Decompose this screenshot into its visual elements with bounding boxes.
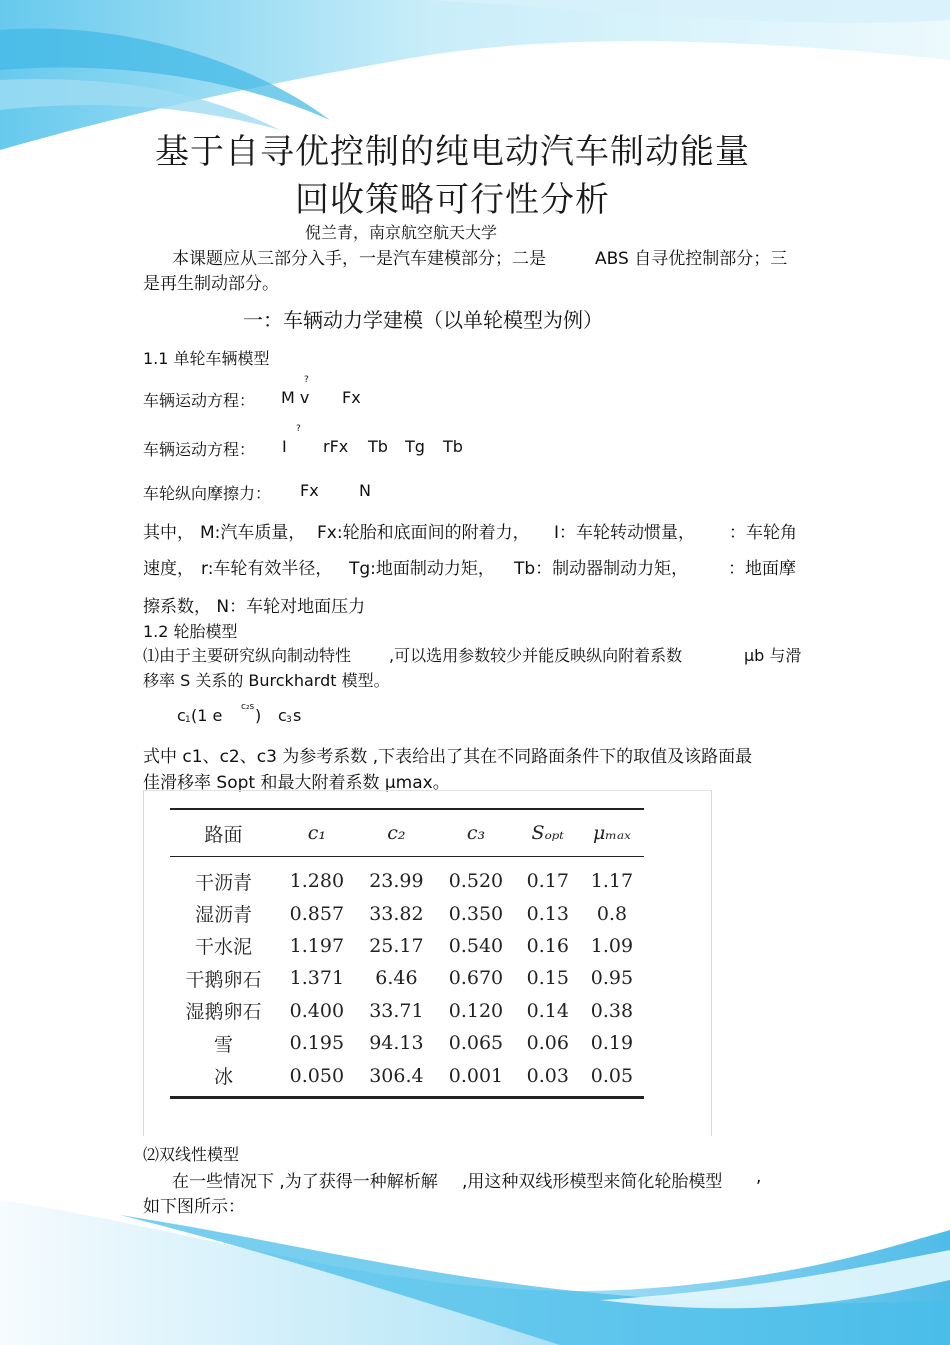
where-l1c: Fx:轮胎和底面间的附着力，: [317, 523, 530, 543]
cell-c3: 0.540: [448, 934, 504, 957]
cell-road: 冰: [214, 1066, 234, 1089]
subsection-1-1: 1.1 单轮车辆模型: [143, 349, 270, 368]
cell-road: 干水泥: [195, 936, 253, 959]
cell-c1: 0.400: [289, 999, 345, 1022]
subsection-1-2: 1.2 轮胎模型: [143, 622, 238, 641]
bilinear-l1a: 在一些情况下 ,为了获得一种解析解: [172, 1172, 438, 1192]
cell-mumax: 0.05: [590, 1064, 634, 1087]
eq1-label: 车辆运动方程：: [143, 391, 256, 410]
cell-c3: 0.065: [448, 1032, 504, 1055]
table-row: [170, 995, 644, 1027]
where-l1d: I：车轮转动惯量，: [554, 523, 696, 543]
eq1-rhs: Fx: [342, 388, 361, 407]
cell-c1: 1.280: [289, 870, 345, 893]
paragraph-2-line-2: 佳滑移率 Sopt 和最大附着系数 μmax。: [143, 773, 450, 793]
cell-c1: 1.371: [289, 967, 345, 990]
eq3-term-n: N: [359, 481, 371, 500]
where-l1a: 其中，: [143, 523, 194, 543]
cell-road: 干沥青: [195, 871, 253, 894]
header-c1: c₁: [307, 822, 326, 844]
table-row: [170, 897, 644, 929]
where-l1e: ：车轮角: [729, 523, 797, 543]
header-road: 路面: [204, 823, 243, 846]
burckhardt-formula: [177, 702, 337, 732]
cell-mumax: 0.8: [596, 902, 628, 925]
doc-title-line1: 基于自寻优控制的纯电动汽车制动能量: [155, 132, 750, 172]
formula-c3: c: [278, 706, 287, 725]
cell-mumax: 0.38: [590, 999, 634, 1022]
eq2-term-i: I: [282, 437, 287, 456]
doc-title-line2: 回收策略可行性分析: [295, 180, 610, 220]
paragraph-2-line-1: 式中 c1、c2、c3 为参考系数 ,下表给出了其在不同路面条件下的取值及该路面最: [143, 747, 753, 767]
cell-c2: 33.82: [369, 902, 424, 925]
cell-sopt: 0.17: [526, 870, 569, 893]
intro-text-c: 是再生制动部分。: [143, 274, 279, 294]
header-c2: c₂: [387, 822, 406, 844]
header-sopt: Sₒₚₜ: [531, 822, 565, 844]
intro-text-a: 本课题应从三部分入手，一是汽车建模部分；二是: [172, 249, 546, 269]
header-c3: c₃: [466, 822, 486, 844]
author-line: 倪兰青，南京航空航天大学: [305, 223, 498, 242]
table-row: [170, 1059, 644, 1097]
table-row: [170, 930, 644, 962]
cell-sopt: 0.13: [526, 902, 569, 925]
paragraph-1-line-1: [143, 643, 813, 667]
table-header-row: [170, 809, 644, 857]
formula-mid: (1 e: [191, 706, 223, 725]
cell-sopt: 0.15: [526, 967, 569, 990]
cell-c2: 6.46: [375, 967, 418, 990]
eq1-lhs: M v: [281, 388, 310, 407]
cell-c2: 306.4: [369, 1064, 424, 1087]
section-heading: 一：车辆动力学建模（以单轮模型为例）: [243, 308, 603, 332]
cell-c3: 0.520: [448, 870, 504, 893]
eq2-term-rfx: rFx: [323, 437, 349, 456]
bilinear-line-1: [172, 1167, 812, 1193]
intro-text-b: ABS 自寻优控制部分；三: [595, 249, 788, 269]
equation-1: [143, 375, 443, 412]
table-row: [170, 857, 644, 898]
formula-c1-sub: 1: [185, 715, 191, 725]
cell-c2: 23.99: [369, 870, 424, 893]
header-mumax: μₘₐₓ: [592, 822, 631, 844]
where-l2e: ：地面摩: [728, 559, 796, 579]
cell-mumax: 1.17: [590, 870, 634, 893]
where-line-3: 擦系数， N：车轮对地面压力: [143, 597, 366, 617]
cell-sopt: 0.16: [526, 934, 569, 957]
table-row: [170, 1027, 644, 1059]
formula-s: s: [293, 706, 302, 725]
cell-c3: 0.670: [448, 967, 504, 990]
eq2-term-tg: Tg: [405, 437, 425, 456]
cell-c3: 0.001: [448, 1064, 504, 1087]
cell-c1: 0.857: [289, 902, 345, 925]
cell-c2: 94.13: [369, 1032, 424, 1055]
p1a: ⑴由于主要研究纵向制动特性: [143, 646, 352, 665]
where-l2b: r:车轮有效半径，: [201, 559, 333, 579]
eq2-term-tb: Tb: [368, 437, 388, 456]
where-line-1: [143, 518, 813, 544]
where-l1b: M:汽车质量，: [200, 523, 306, 543]
bilinear-l1c: ,: [756, 1167, 762, 1187]
eq3-term-fx: Fx: [300, 481, 319, 500]
cell-road: 湿沥青: [195, 904, 253, 927]
eq2-term-tb2: Tb: [443, 437, 463, 456]
cell-road: 雪: [214, 1033, 234, 1056]
equation-3: [143, 481, 403, 505]
formula-close: ): [255, 706, 262, 725]
cell-sopt: 0.14: [526, 999, 569, 1022]
cell-mumax: 0.95: [590, 967, 634, 990]
cell-c1: 1.197: [289, 934, 345, 957]
cell-sopt: 0.03: [526, 1064, 569, 1087]
formula-exp: c₂s: [241, 702, 255, 712]
cell-c1: 0.050: [289, 1064, 345, 1087]
eq1-mark: ?: [304, 375, 309, 385]
p1b: ,可以选用参数较少并能反映纵向附着系数: [389, 646, 683, 665]
formula-c1: c: [177, 706, 186, 725]
where-l2d: Tb：制动器制动力矩，: [514, 559, 689, 579]
where-l2a: 速度，: [143, 559, 194, 579]
cell-mumax: 1.09: [590, 934, 634, 957]
cell-c2: 33.71: [369, 999, 424, 1022]
table-row: [170, 962, 644, 994]
formula-c3-sub: 3: [286, 715, 292, 725]
eq3-label: 车轮纵向摩擦力：: [143, 484, 272, 503]
bilinear-line-2: 如下图所示：: [143, 1197, 245, 1217]
eq2-label: 车辆运动方程：: [143, 440, 256, 459]
cell-c2: 25.17: [369, 934, 424, 957]
where-line-2: [143, 554, 813, 580]
p1c: μb 与滑: [744, 646, 802, 665]
where-l2c: Tg:地面制动力矩，: [349, 559, 495, 579]
cell-road: 湿鹅卵石: [185, 1001, 262, 1024]
eq2-mark: ?: [296, 424, 301, 434]
cell-sopt: 0.06: [526, 1032, 569, 1055]
paragraph-1-line-2: 移率 S 关系的 Burckhardt 模型。: [143, 671, 390, 690]
cell-c3: 0.350: [448, 902, 504, 925]
cell-c1: 0.195: [289, 1032, 345, 1055]
bilinear-l1b: ,用这种双线形模型来简化轮胎模型: [462, 1172, 723, 1192]
cell-road: 干鹅卵石: [185, 968, 262, 991]
equation-2: [143, 424, 503, 461]
cell-c3: 0.120: [448, 999, 504, 1022]
cell-mumax: 0.19: [590, 1032, 634, 1055]
bilinear-heading: ⑵双线性模型: [143, 1145, 240, 1164]
coefficient-table: [170, 808, 644, 1099]
